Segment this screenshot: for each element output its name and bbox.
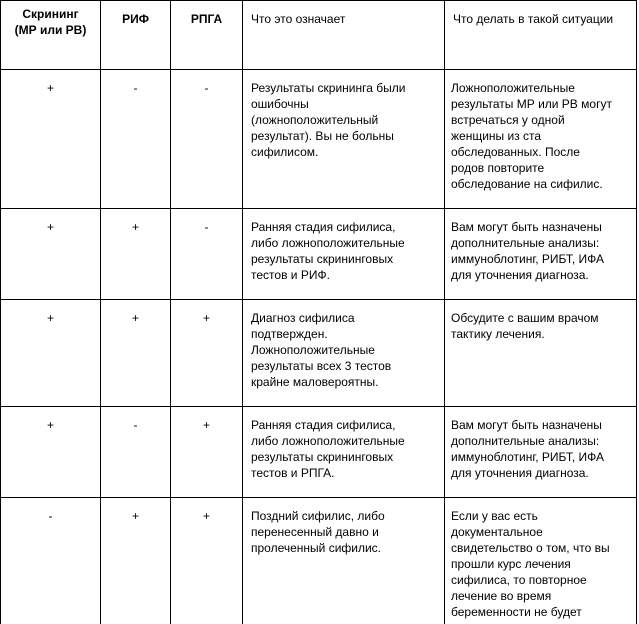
action-text: Вам могут быть назначены дополнительные анализы: иммуноблотинг, РИБТ, ИФА для уточнения диагноза. xyxy=(451,220,605,282)
header-action-label: Что делать в такой ситуации xyxy=(453,12,614,26)
action-text: Обсудите с вашим врачом тактику лечения. xyxy=(451,311,599,341)
rpga-cell: - xyxy=(171,70,243,209)
header-rpga-label: РПГА xyxy=(190,12,223,26)
header-rif xyxy=(101,1,171,70)
meaning-cell xyxy=(243,300,445,407)
meaning-cell xyxy=(243,407,445,498)
header-action xyxy=(445,1,637,70)
meaning-text: Ранняя стадия сифилиса, либо ложноположительные результаты скрининговых тестов и РИФ. xyxy=(251,220,405,282)
header-screening-label: Скрининг (МР или РВ) xyxy=(14,7,87,37)
action-text: Ложноположительные результаты МР или РВ могут встречаться у одной женщины из ста обследованных. После родов повторите обследование на сифилис. xyxy=(451,81,612,191)
header-rif-label: РИФ xyxy=(122,12,149,26)
rif-cell: - xyxy=(101,407,171,498)
meaning-cell xyxy=(243,70,445,209)
rif-cell: + xyxy=(101,498,171,624)
screening-cell: - xyxy=(1,498,101,624)
header-rpga xyxy=(171,1,243,70)
screening-cell: + xyxy=(1,70,101,209)
meaning-text: Ранняя стадия сифилиса, либо ложноположительные результаты скрининговых тестов и РПГА. xyxy=(251,418,405,480)
meaning-text: Поздний сифилис, либо перенесенный давно и пролеченный сифилис. xyxy=(251,509,385,555)
screening-cell: + xyxy=(1,300,101,407)
action-cell xyxy=(445,70,637,209)
table-row xyxy=(1,209,637,300)
meaning-text: Результаты скрининга были ошибочны (ложноположительный результат). Вы не больны сифилисом. xyxy=(251,81,406,159)
screening-cell: + xyxy=(1,209,101,300)
rpga-cell: - xyxy=(171,209,243,300)
table-row xyxy=(1,300,637,407)
meaning-cell xyxy=(243,209,445,300)
meaning-text: Диагноз сифилиса подтвержден. Ложноположительные результаты всех 3 тестов крайне маловероятны. xyxy=(251,311,392,389)
table-row xyxy=(1,498,637,624)
action-cell xyxy=(445,300,637,407)
header-meaning-label: Что это означает xyxy=(251,12,346,26)
rpga-cell: + xyxy=(171,300,243,407)
rif-cell: + xyxy=(101,209,171,300)
header-meaning xyxy=(243,1,445,70)
action-cell xyxy=(445,498,637,624)
table-row xyxy=(1,70,637,209)
action-cell xyxy=(445,209,637,300)
rif-cell: + xyxy=(101,300,171,407)
header-screening xyxy=(1,1,101,70)
action-text: Если у вас есть документальное свидетельство о том, что вы прошли курс лечения сифилиса, то повторное лечение во время беременности не будет xyxy=(451,509,610,619)
action-cell xyxy=(445,407,637,498)
rpga-cell: + xyxy=(171,407,243,498)
header-row xyxy=(1,1,637,70)
meaning-cell xyxy=(243,498,445,624)
table-row xyxy=(1,407,637,498)
rif-cell: - xyxy=(101,70,171,209)
action-text: Вам могут быть назначены дополнительные анализы: иммуноблотинг, РИБТ, ИФА для уточнения диагноза. xyxy=(451,418,605,480)
rpga-cell: + xyxy=(171,498,243,624)
screening-cell: + xyxy=(1,407,101,498)
